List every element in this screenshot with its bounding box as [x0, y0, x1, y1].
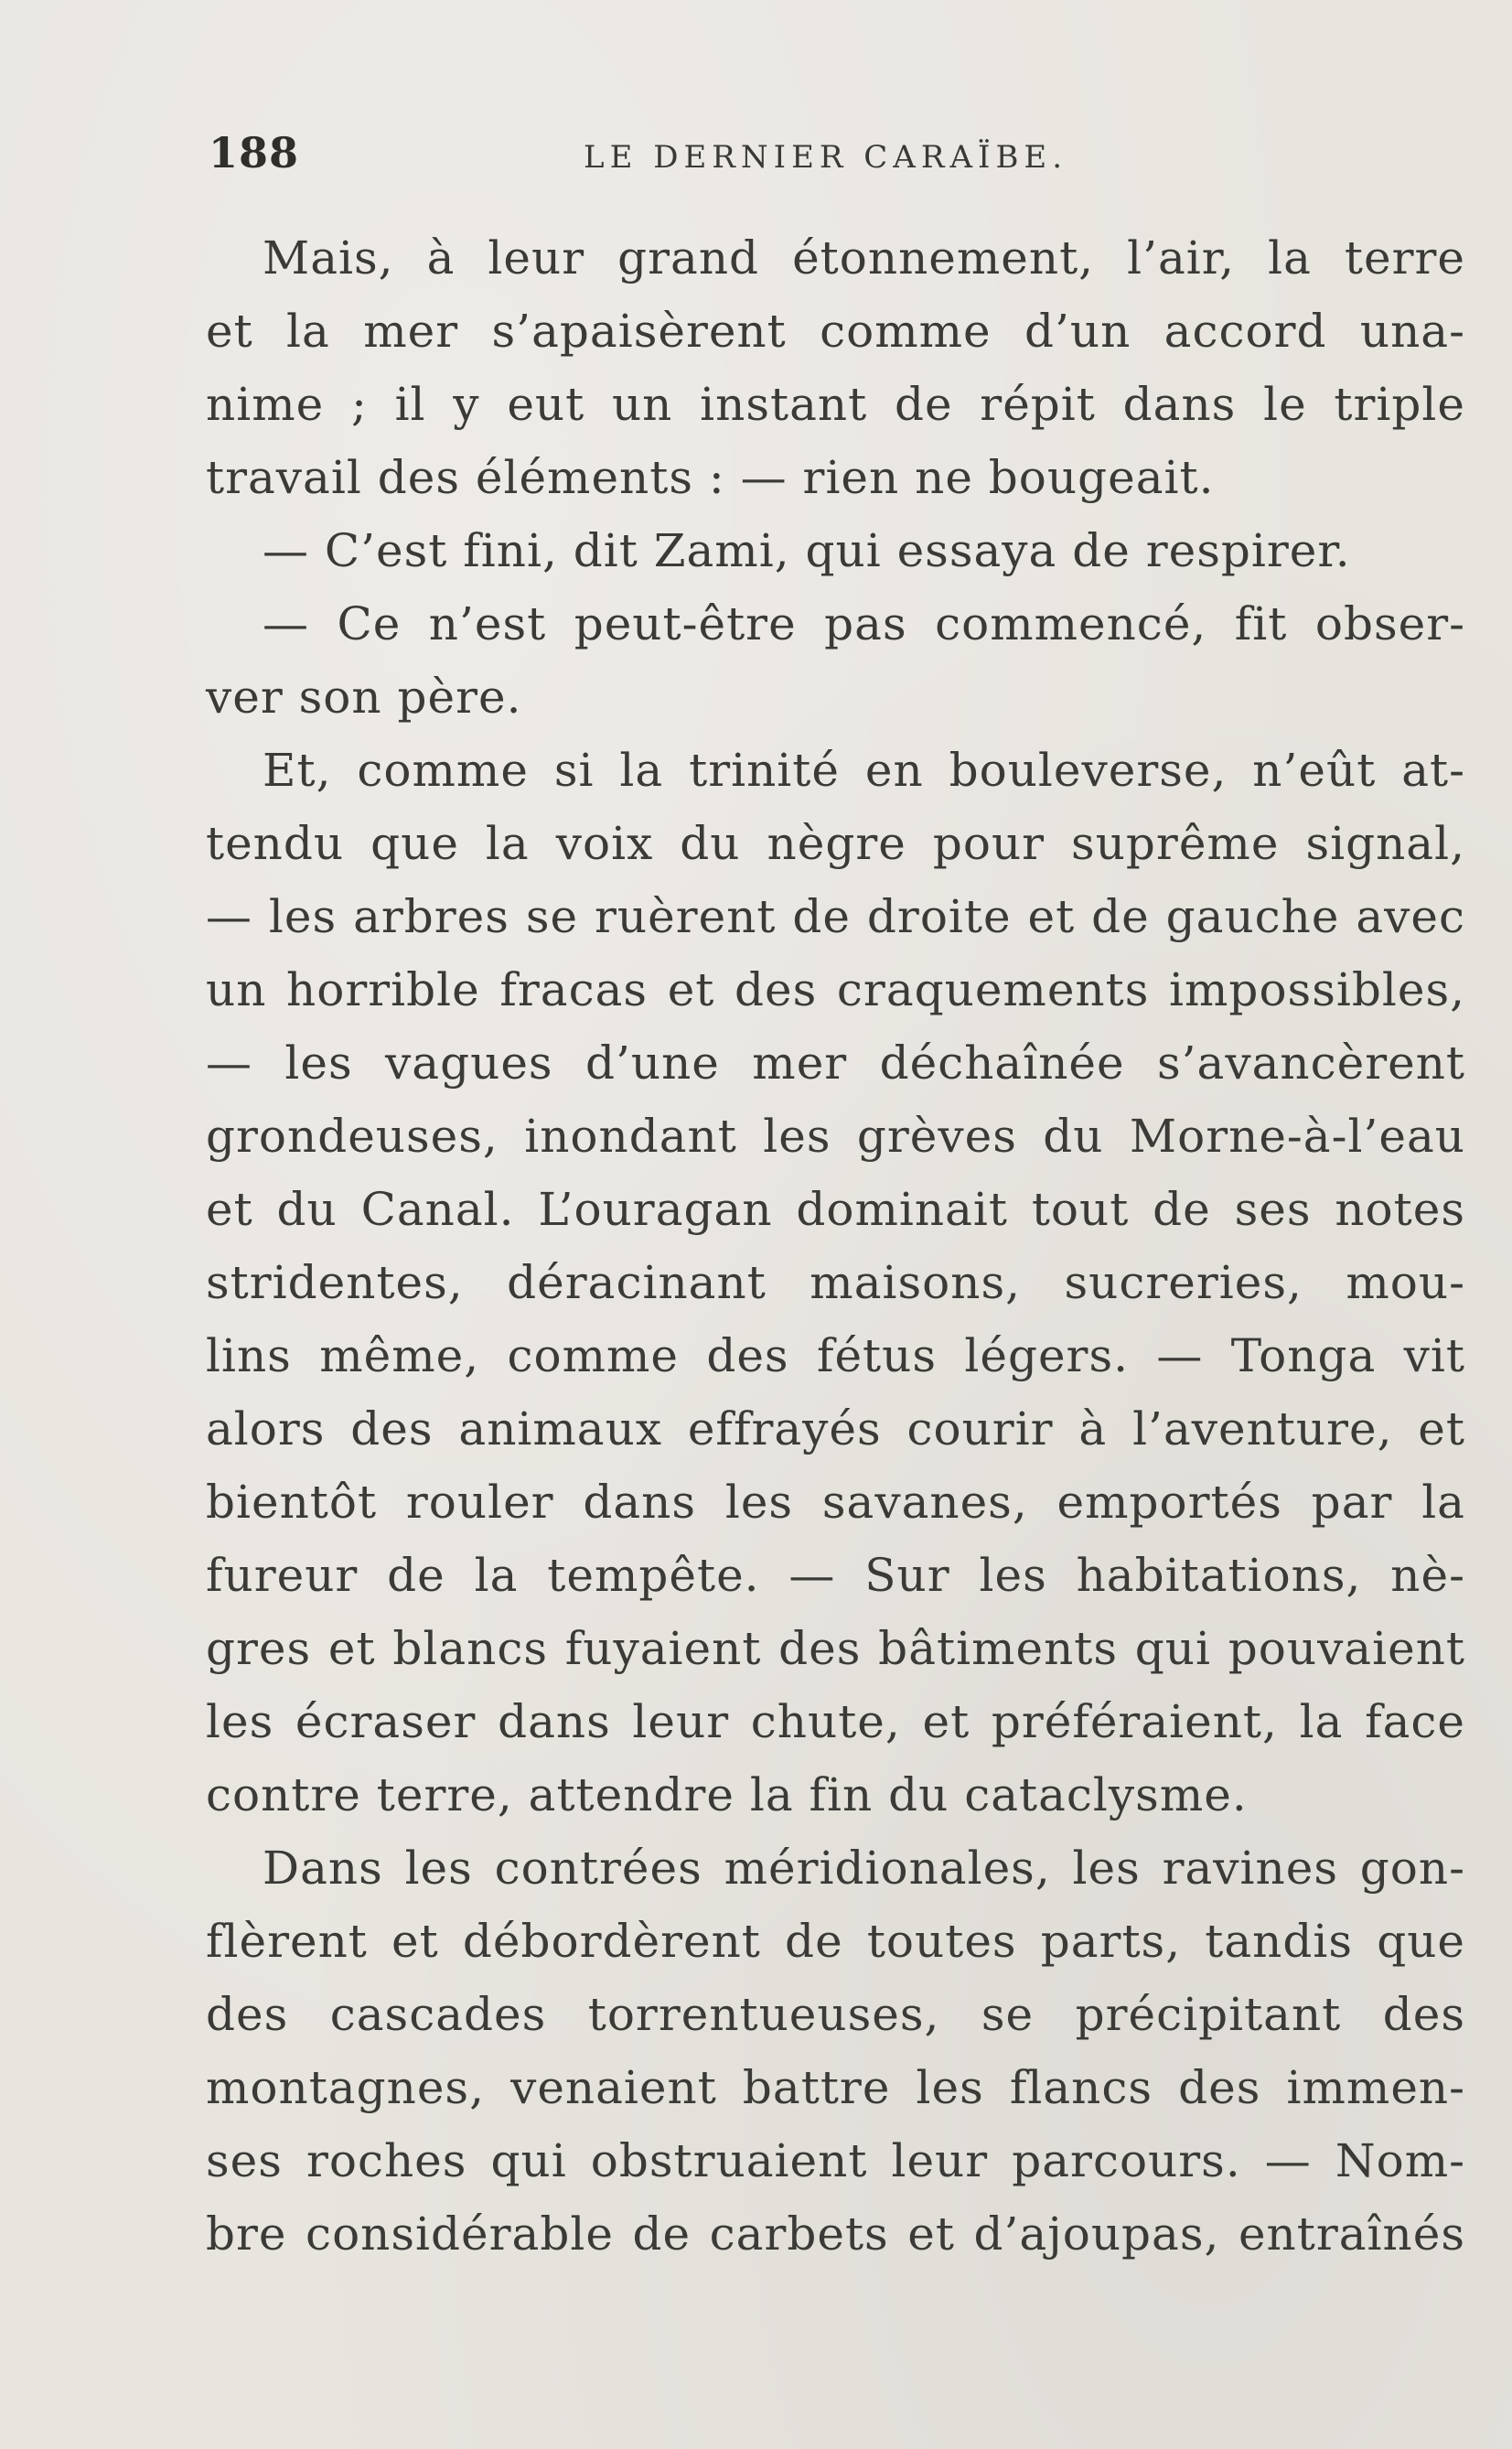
text-line: lins même, comme des fétus légers. — Tonga vit	[206, 1329, 1465, 1382]
text-line: — les arbres se ruèrent de droite et de gauche avec	[206, 890, 1465, 943]
text-line: montagnes, venaient battre les flancs des immen-	[206, 2061, 1465, 2114]
text-line: — Ce n’est peut-être pas commencé, fit obser-	[263, 597, 1465, 650]
text-line: nime ; il y eut un instant de répit dans le triple	[206, 378, 1465, 431]
text-line: bientôt rouler dans les savanes, emportés par la	[206, 1476, 1465, 1529]
text-line: — C’est fini, dit Zami, qui essaya de respirer.	[263, 524, 1351, 577]
text-line: fureur de la tempête. — Sur les habitations, nè-	[206, 1549, 1465, 1602]
text-line: bre considérable de carbets et d’ajoupas, entraînés	[206, 2207, 1465, 2261]
text-line: ver son père.	[206, 671, 522, 724]
text-line: Dans les contrées méridionales, les ravines gon-	[263, 1842, 1465, 1895]
text-line: Et, comme si la trinité en bouleverse, n’eût at-	[263, 744, 1465, 797]
text-line: stridentes, déracinant maisons, sucreries, mou-	[206, 1256, 1465, 1309]
text-line: contre terre, attendre la fin du cataclysme.	[206, 1768, 1248, 1821]
page-number: 188	[209, 128, 300, 177]
text-line: et la mer s’apaisèrent comme d’un accord una-	[206, 305, 1465, 358]
text-line: et du Canal. L’ouragan dominait tout de ses notes	[206, 1183, 1465, 1236]
body-text	[206, 221, 1465, 2271]
text-line: — les vagues d’une mer déchaînée s’avancèrent	[206, 1037, 1465, 1090]
text-line: des cascades torrentueuses, se précipitant des	[206, 1988, 1465, 2041]
text-line: flèrent et débordèrent de toutes parts, tandis que	[206, 1915, 1465, 1968]
text-line: alors des animaux effrayés courir à l’aventure, et	[206, 1402, 1465, 1455]
text-line: gres et blancs fuyaient des bâtiments qui pouvaient	[206, 1622, 1465, 1675]
page-header	[209, 128, 1464, 183]
text-line: tendu que la voix du nègre pour suprême signal,	[206, 817, 1465, 870]
text-line: un horrible fracas et des craquements impossibles,	[206, 963, 1465, 1016]
text-line: ses roches qui obstruaient leur parcours. — Nom-	[206, 2134, 1465, 2187]
running-title: LE DERNIER CARAÏBE.	[584, 139, 1068, 176]
text-line: Mais, à leur grand étonnement, l’air, la terre	[263, 231, 1465, 285]
text-line: travail des éléments : — rien ne bougeait.	[206, 451, 1215, 504]
text-line: grondeuses, inondant les grèves du Morne-à-l’eau	[206, 1110, 1465, 1163]
text-line: les écraser dans leur chute, et préféraient, la face	[206, 1695, 1465, 1748]
